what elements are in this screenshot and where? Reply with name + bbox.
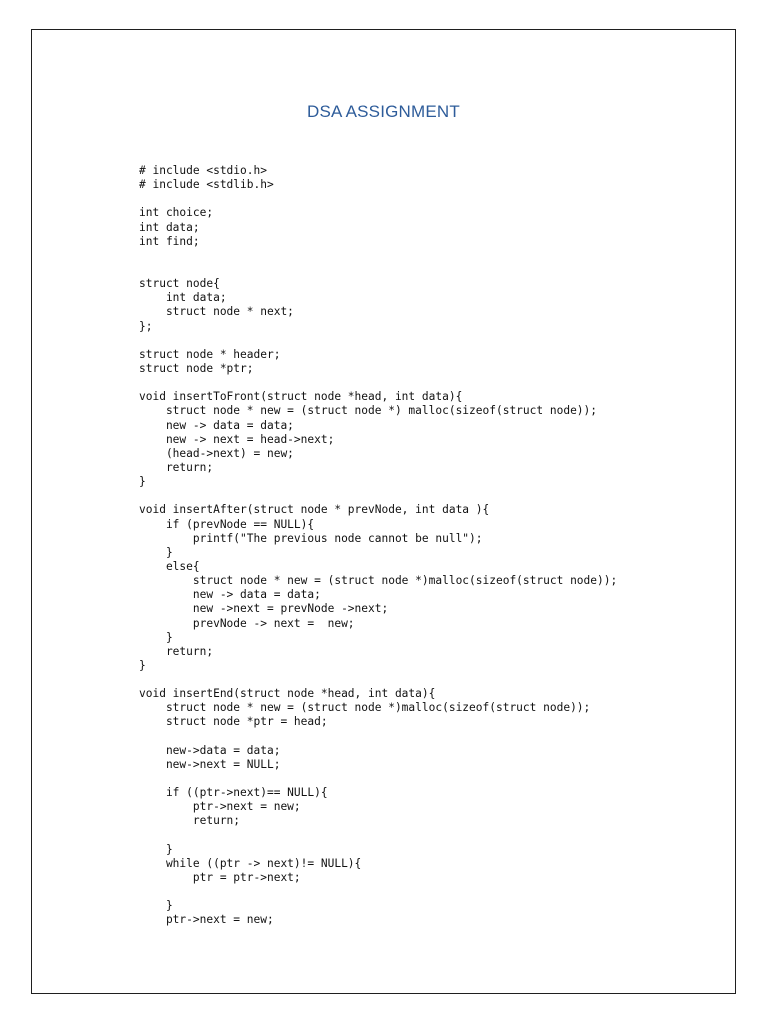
code-line: while ((ptr -> next)!= NULL){ bbox=[139, 856, 362, 870]
code-line: } bbox=[139, 899, 173, 913]
code-line: struct node{ bbox=[139, 277, 220, 291]
code-line bbox=[139, 730, 617, 744]
code-line: new -> data = data; bbox=[139, 418, 294, 432]
code-line: if (prevNode == NULL){ bbox=[139, 517, 315, 531]
code-line bbox=[139, 249, 617, 263]
code-line: printf("The previous node cannot be null"); bbox=[139, 531, 483, 545]
document-page bbox=[31, 29, 736, 994]
code-line bbox=[139, 673, 617, 687]
code-line: new ->next = prevNode ->next; bbox=[139, 602, 389, 616]
code-line: int data; bbox=[139, 291, 227, 305]
code-line: int data; bbox=[139, 220, 200, 234]
code-line: new -> next = head->next; bbox=[139, 432, 335, 446]
code-line bbox=[139, 334, 617, 348]
code-line: new->next = NULL; bbox=[139, 757, 281, 771]
code-line: (head->next) = new; bbox=[139, 446, 294, 460]
code-line: return; bbox=[139, 644, 214, 658]
code-line: else{ bbox=[139, 559, 200, 573]
code-line: ptr = ptr->next; bbox=[139, 871, 301, 885]
code-line bbox=[139, 192, 617, 206]
code-line: new -> data = data; bbox=[139, 588, 321, 602]
code-line: struct node * new = (struct node *)malloc(sizeof(struct node)); bbox=[139, 701, 591, 715]
code-line bbox=[139, 772, 617, 786]
code-line: void insertEnd(struct node *head, int data){ bbox=[139, 687, 436, 701]
code-line: } bbox=[139, 545, 173, 559]
code-line: int find; bbox=[139, 234, 200, 248]
code-line: struct node * next; bbox=[139, 305, 294, 319]
code-line: } bbox=[139, 842, 173, 856]
code-line: void insertToFront(struct node *head, int data){ bbox=[139, 390, 463, 404]
document-title: DSA ASSIGNMENT bbox=[306, 102, 460, 121]
code-line bbox=[139, 489, 617, 503]
code-line: ptr->next = new; bbox=[139, 913, 274, 927]
code-line bbox=[139, 829, 617, 843]
code-line: prevNode -> next = new; bbox=[139, 616, 355, 630]
code-line: } bbox=[139, 475, 146, 489]
code-line: }; bbox=[139, 319, 153, 333]
code-line: } bbox=[139, 658, 146, 672]
code-line: new->data = data; bbox=[139, 743, 281, 757]
code-block bbox=[139, 164, 617, 928]
code-line: int choice; bbox=[139, 206, 214, 220]
code-line bbox=[139, 263, 617, 277]
code-line bbox=[139, 885, 617, 899]
code-line: # include <stdio.h> bbox=[139, 164, 267, 177]
code-line: return; bbox=[139, 814, 241, 828]
code-line: struct node *ptr = head; bbox=[139, 715, 328, 729]
code-line: if ((ptr->next)== NULL){ bbox=[139, 786, 328, 800]
code-line: return; bbox=[139, 460, 214, 474]
code-line: ptr->next = new; bbox=[139, 800, 301, 814]
code-line: struct node * new = (struct node *) malloc(sizeof(struct node)); bbox=[139, 404, 598, 418]
code-line: struct node *ptr; bbox=[139, 361, 254, 375]
code-line: struct node * header; bbox=[139, 347, 281, 361]
code-line: } bbox=[139, 630, 173, 644]
code-line bbox=[139, 376, 617, 390]
code-line: # include <stdlib.h> bbox=[139, 178, 274, 192]
code-line: struct node * new = (struct node *)malloc(sizeof(struct node)); bbox=[139, 574, 618, 588]
code-line: void insertAfter(struct node * prevNode, int data ){ bbox=[139, 503, 490, 517]
